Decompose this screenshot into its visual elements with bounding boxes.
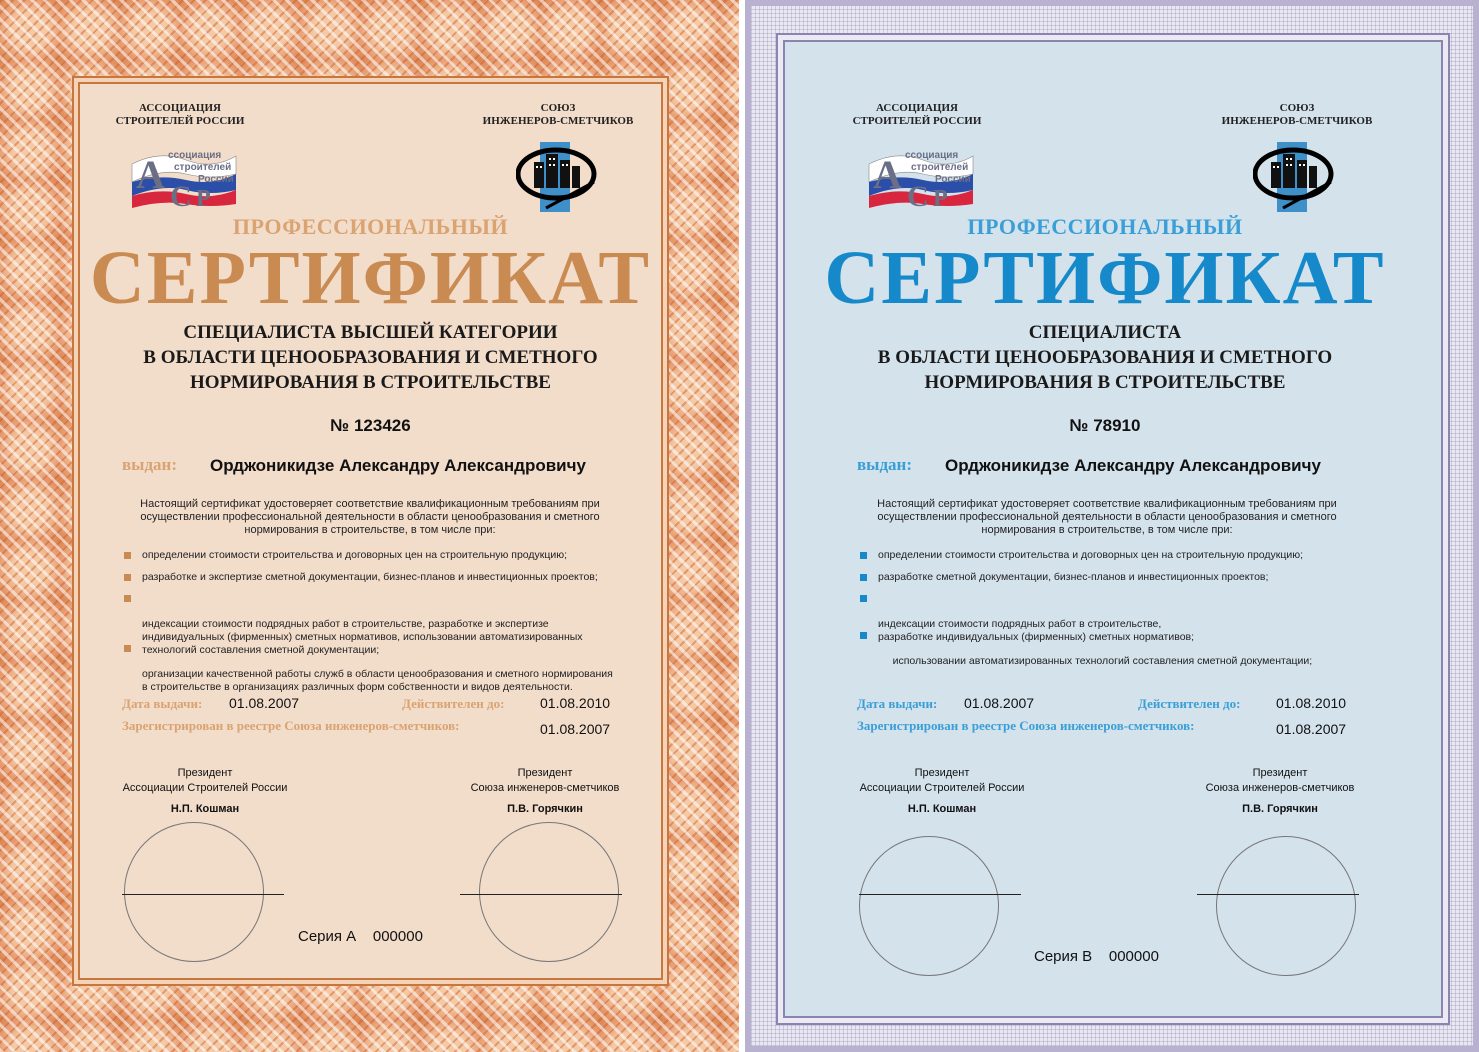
registered-label: Зарегистрирован в реестре Союза инженеров-сметчиков: xyxy=(122,718,460,733)
signatory-left xyxy=(847,766,1037,817)
bullet-square-icon xyxy=(860,552,867,559)
svg-text:ссоциация: ссоциация xyxy=(905,150,959,161)
svg-text:А: А xyxy=(873,152,902,197)
subtitle xyxy=(78,320,663,395)
signatory-left xyxy=(110,766,300,817)
valid-until-label: Действителен до: xyxy=(402,696,505,711)
list-item-text: определении стоимости строительства и договорных цен на строительную продукцию; xyxy=(878,549,1304,561)
title-professional: ПРОФЕССИОНАЛЬНЫЙ xyxy=(967,214,1243,239)
signatory-right xyxy=(1185,766,1375,817)
signatory-right xyxy=(450,766,640,817)
signatory-right-name: П.В. Горячкин xyxy=(507,803,583,815)
seal-placeholder-left xyxy=(124,822,264,962)
list-item-text: разработке и экспертизе сметной документации, бизнес-планов и инвестиционных проектов; xyxy=(142,571,598,583)
signature-line-right xyxy=(1197,894,1359,895)
svg-text:С: С xyxy=(170,180,192,208)
signature-line-left xyxy=(122,894,284,895)
signature-line-right xyxy=(460,894,622,895)
list-item xyxy=(124,642,662,694)
assoc-label-line-2: СТРОИТЕЛЕЙ РОССИИ xyxy=(115,115,245,127)
svg-text:А: А xyxy=(136,152,165,197)
list-item-text: индексации стоимости подрядных работ в строительстве, разработке и экспертизе индивидуальных (фирменных) сметных нормативов, использовании автоматизированных технологий составления сметной документации; xyxy=(142,618,583,656)
subtitle-line-1: СПЕЦИАЛИСТА xyxy=(1028,322,1182,343)
assoc-label xyxy=(110,102,250,128)
bullet-square-icon xyxy=(860,632,867,639)
list-item xyxy=(124,571,662,584)
svg-text:России: России xyxy=(935,174,971,185)
subtitle xyxy=(805,320,1405,395)
union-label xyxy=(474,102,642,128)
union-logo-icon xyxy=(516,138,602,214)
intro-line-1: Настоящий сертификат удостоверяет соответствие квалификационным требованиям при xyxy=(140,498,600,510)
asr-logo-icon xyxy=(130,144,238,208)
svg-text:строителей: строителей xyxy=(174,162,232,173)
registered-label: Зарегистрирован в реестре Союза инженеров-сметчиков: xyxy=(857,718,1195,733)
bullet-square-icon xyxy=(124,645,131,652)
svg-text:ссоциация: ссоциация xyxy=(168,150,222,161)
union-label xyxy=(1213,102,1381,128)
list-item-text: разработке сметной документации, бизнес-планов и инвестиционных проектов; xyxy=(878,571,1269,583)
series-number: Серия В 000000 xyxy=(1034,948,1159,965)
seal-placeholder-right xyxy=(1216,836,1356,976)
valid-until-label: Действителен до: xyxy=(1138,696,1241,711)
intro-text xyxy=(100,498,640,537)
issued-label: выдан: xyxy=(122,455,178,474)
assoc-label xyxy=(847,102,987,128)
intro-line-1: Настоящий сертификат удостоверяет соответствие квалификационным требованиям при xyxy=(877,498,1337,510)
assoc-label-line-2: СТРОИТЕЛЕЙ РОССИИ xyxy=(852,115,982,127)
seal-placeholder-right xyxy=(479,822,619,962)
issue-date-label: Дата выдачи: xyxy=(122,696,203,711)
series-number: Серия А 000000 xyxy=(298,928,423,945)
list-item xyxy=(124,549,662,562)
signatory-right-title: Президент xyxy=(517,767,573,779)
signatory-left-org: Ассоциации Строителей России xyxy=(859,782,1025,794)
subtitle-line-3: НОРМИРОВАНИЯ В СТРОИТЕЛЬСТВЕ xyxy=(190,372,551,393)
svg-text:Р: Р xyxy=(933,186,948,208)
svg-text:строителей: строителей xyxy=(911,162,969,173)
signatory-left-name: Н.П. Кошман xyxy=(170,803,240,815)
signatory-right-title: Президент xyxy=(1252,767,1308,779)
union-logo-icon xyxy=(1253,138,1339,214)
registered-value: 01.08.2007 xyxy=(540,721,611,737)
issue-date-value: 01.08.2007 xyxy=(229,695,300,711)
list-item xyxy=(860,549,1398,562)
union-label-line-1: СОЮЗ xyxy=(1279,102,1315,114)
certificate-number: № 123426 xyxy=(330,416,411,435)
signature-line-left xyxy=(859,894,1021,895)
svg-text:Р: Р xyxy=(196,186,211,208)
intro-line-2: осуществлении профессиональной деятельности в области ценообразования и сметного xyxy=(877,511,1337,523)
intro-line-2: осуществлении профессиональной деятельности в области ценообразования и сметного xyxy=(140,511,600,523)
asr-logo-icon xyxy=(867,144,975,208)
intro-text xyxy=(837,498,1377,537)
signatory-left-name: Н.П. Кошман xyxy=(907,803,977,815)
registered-value: 01.08.2007 xyxy=(1276,721,1347,737)
subtitle-line-1: СПЕЦИАЛИСТА ВЫСШЕЙ КАТЕГОРИИ xyxy=(183,322,558,343)
signatory-right-name: П.В. Горячкин xyxy=(1242,803,1318,815)
svg-text:России: России xyxy=(198,174,234,185)
intro-line-3: нормирования в строительстве, в том числе при: xyxy=(981,524,1233,536)
signatory-left-title: Президент xyxy=(177,767,233,779)
list-item-text: организации качественной работы служб в области ценообразования и сметного нормирования в строительстве в организациях различных форм собственности и видов деятельности. xyxy=(142,668,613,693)
subtitle-line-2: В ОБЛАСТИ ЦЕНООБРАЗОВАНИЯ И СМЕТНОГО xyxy=(143,347,598,368)
signatory-left-title: Президент xyxy=(914,767,970,779)
certificate-series-a xyxy=(0,0,739,1052)
intro-line-3: нормирования в строительстве, в том числе при: xyxy=(244,524,496,536)
certificate-series-b xyxy=(745,0,1479,1052)
list-item xyxy=(860,571,1398,584)
issued-label: выдан: xyxy=(857,455,913,474)
list-item-text: индексации стоимости подрядных работ в строительстве, разработке индивидуальных (фирменных) сметных нормативов; xyxy=(878,618,1195,643)
list-item xyxy=(860,629,1398,681)
seal-placeholder-left xyxy=(859,836,999,976)
union-label-line-1: СОЮЗ xyxy=(540,102,576,114)
union-label-line-2: ИНЖЕНЕРОВ-СМЕТЧИКОВ xyxy=(482,115,634,127)
bullet-square-icon xyxy=(124,595,131,602)
signatory-left-org: Ассоциации Строителей России xyxy=(122,782,288,794)
issue-date-value: 01.08.2007 xyxy=(964,695,1035,711)
bullet-square-icon xyxy=(860,574,867,581)
title-certificate: СЕРТИФИКАТ xyxy=(89,236,652,320)
valid-until-value: 01.08.2010 xyxy=(1276,695,1347,711)
valid-until-value: 01.08.2010 xyxy=(540,695,611,711)
list-item-text: определении стоимости строительства и договорных цен на строительную продукцию; xyxy=(142,549,568,561)
signatory-right-org: Союза инженеров-сметчиков xyxy=(470,782,620,794)
assoc-label-line-1: АССОЦИАЦИЯ xyxy=(139,102,221,114)
bullet-square-icon xyxy=(124,552,131,559)
title-certificate: СЕРТИФИКАТ xyxy=(824,236,1386,320)
subtitle-line-3: НОРМИРОВАНИЯ В СТРОИТЕЛЬСТВЕ xyxy=(924,372,1286,393)
issue-date-label: Дата выдачи: xyxy=(857,696,938,711)
bullet-square-icon xyxy=(124,574,131,581)
assoc-label-line-1: АССОЦИАЦИЯ xyxy=(876,102,958,114)
certificate-number: № 78910 xyxy=(1069,416,1141,435)
signatory-right-org: Союза инженеров-сметчиков xyxy=(1205,782,1355,794)
list-item-text: использовании автоматизированных технологий составления сметной документации; xyxy=(889,655,1313,667)
subtitle-line-2: В ОБЛАСТИ ЦЕНООБРАЗОВАНИЯ И СМЕТНОГО xyxy=(877,347,1333,368)
title-professional: ПРОФЕССИОНАЛЬНЫЙ xyxy=(232,214,509,239)
svg-text:С: С xyxy=(907,180,929,208)
bullet-square-icon xyxy=(860,595,867,602)
union-label-line-2: ИНЖЕНЕРОВ-СМЕТЧИКОВ xyxy=(1221,115,1373,127)
issued-name: Орджоникидзе Александру Александровичу xyxy=(210,456,586,475)
issued-name: Орджоникидзе Александру Александровичу xyxy=(945,456,1321,475)
